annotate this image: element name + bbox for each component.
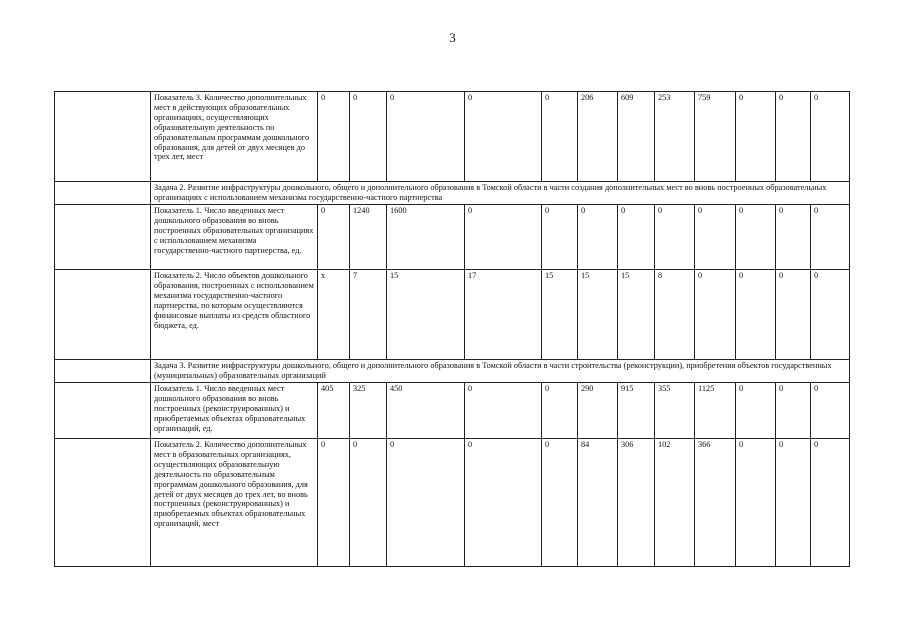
value-cell: 0 bbox=[736, 92, 776, 182]
value-cell: 0 bbox=[695, 270, 736, 360]
value-cell: 7 bbox=[350, 270, 387, 360]
value-cell: 15 bbox=[387, 270, 465, 360]
value-cell: 0 bbox=[736, 205, 776, 270]
value-cell: 450 bbox=[387, 383, 465, 439]
value-cell: 0 bbox=[387, 92, 465, 182]
empty-cell bbox=[55, 182, 151, 205]
value-cell: 102 bbox=[655, 439, 695, 567]
value-cell: 0 bbox=[776, 92, 811, 182]
value-cell: 1240 bbox=[350, 205, 387, 270]
value-cell: 0 bbox=[695, 205, 736, 270]
indicator-row bbox=[55, 439, 850, 567]
value-cell: 0 bbox=[465, 92, 542, 182]
indicator-label: Показатель 1. Число введенных мест дошкольного образования во вновь построенных (реконструированных) и приобретаемых объектах образовательных организаций, ед. bbox=[151, 383, 318, 439]
empty-cell bbox=[55, 360, 151, 383]
value-cell: 0 bbox=[350, 92, 387, 182]
value-cell: 0 bbox=[776, 205, 811, 270]
value-cell: 290 bbox=[578, 383, 618, 439]
value-cell: x bbox=[318, 270, 350, 360]
value-cell: 355 bbox=[655, 383, 695, 439]
value-cell: 15 bbox=[578, 270, 618, 360]
indicator-label: Показатель 3. Количество дополнительных мест в действующих образовательных организациях, осуществляющих образовательную деятельность по образовательным программам дошкольного образования, для детей от двух месяцев до трех лет, мест bbox=[151, 92, 318, 182]
value-cell: 0 bbox=[811, 92, 850, 182]
value-cell: 8 bbox=[655, 270, 695, 360]
task-row bbox=[55, 360, 850, 383]
value-cell: 0 bbox=[776, 383, 811, 439]
value-cell: 0 bbox=[465, 205, 542, 270]
value-cell: 0 bbox=[655, 205, 695, 270]
indicator-row bbox=[55, 205, 850, 270]
value-cell: 0 bbox=[736, 383, 776, 439]
value-cell: 0 bbox=[465, 439, 542, 567]
value-cell: 15 bbox=[618, 270, 655, 360]
value-cell: 609 bbox=[618, 92, 655, 182]
value-cell: 0 bbox=[350, 439, 387, 567]
value-cell: 0 bbox=[542, 205, 578, 270]
indicator-label: Показатель 1. Число введенных мест дошкольного образования во вновь построенных образовательных организациях с использованием механизма государственно-частного партнерства, ед. bbox=[151, 205, 318, 270]
value-cell: 0 bbox=[542, 439, 578, 567]
indicator-label: Показатель 2. Количество дополнительных мест в образовательных организациях, осуществляющих образовательную деятельность по образовательным программам дошкольного образования, для детей от двух месяцев до трех лет, во вновь построенных (реконструированных) и приобретаемых объектах образовательных организаций, мест bbox=[151, 439, 318, 567]
value-cell: 0 bbox=[542, 383, 578, 439]
value-cell: 0 bbox=[542, 92, 578, 182]
value-cell: 366 bbox=[695, 439, 736, 567]
value-cell: 0 bbox=[318, 205, 350, 270]
value-cell: 0 bbox=[811, 205, 850, 270]
value-cell: 0 bbox=[811, 439, 850, 567]
value-cell: 0 bbox=[318, 92, 350, 182]
task-row bbox=[55, 182, 850, 205]
value-cell: 0 bbox=[811, 270, 850, 360]
empty-cell bbox=[55, 92, 151, 182]
indicator-row bbox=[55, 383, 850, 439]
task-heading: Задача 2. Развитие инфраструктуры дошкольного, общего и дополнительного образования в Томской области в части создания дополнительных мест во вновь построенных образовательных организациях с использованием механизма государственно-частного партнерства bbox=[151, 182, 850, 205]
value-cell: 0 bbox=[465, 383, 542, 439]
value-cell: 15 bbox=[542, 270, 578, 360]
value-cell: 206 bbox=[578, 92, 618, 182]
value-cell: 0 bbox=[618, 205, 655, 270]
value-cell: 0 bbox=[776, 439, 811, 567]
indicator-row bbox=[55, 92, 850, 182]
value-cell: 1600 bbox=[387, 205, 465, 270]
value-cell: 253 bbox=[655, 92, 695, 182]
page-number: 3 bbox=[449, 30, 456, 45]
value-cell: 405 bbox=[318, 383, 350, 439]
value-cell: 0 bbox=[776, 270, 811, 360]
indicator-row bbox=[55, 270, 850, 360]
task-heading: Задача 3. Развитие инфраструктуры дошкольного, общего и дополнительного образования в Томской области в части строительства (реконструкции), приобретения объектов государственных (муниципальных) образовательных организаций bbox=[151, 360, 850, 383]
value-cell: 306 bbox=[618, 439, 655, 567]
empty-cell bbox=[55, 439, 151, 567]
indicators-table bbox=[54, 91, 850, 567]
empty-cell bbox=[55, 205, 151, 270]
value-cell: 17 bbox=[465, 270, 542, 360]
value-cell: 0 bbox=[318, 439, 350, 567]
empty-cell bbox=[55, 270, 151, 360]
value-cell: 0 bbox=[387, 439, 465, 567]
value-cell: 325 bbox=[350, 383, 387, 439]
value-cell: 0 bbox=[578, 205, 618, 270]
value-cell: 0 bbox=[811, 383, 850, 439]
value-cell: 0 bbox=[736, 270, 776, 360]
empty-cell bbox=[55, 383, 151, 439]
value-cell: 759 bbox=[695, 92, 736, 182]
value-cell: 84 bbox=[578, 439, 618, 567]
value-cell: 0 bbox=[736, 439, 776, 567]
value-cell: 915 bbox=[618, 383, 655, 439]
value-cell: 1125 bbox=[695, 383, 736, 439]
indicator-label: Показатель 2. Число объектов дошкольного образования, построенных с использованием механизма государственно-частного партнерства, по которым осуществляются финансовые выплаты из средств областного бюджета, ед. bbox=[151, 270, 318, 360]
